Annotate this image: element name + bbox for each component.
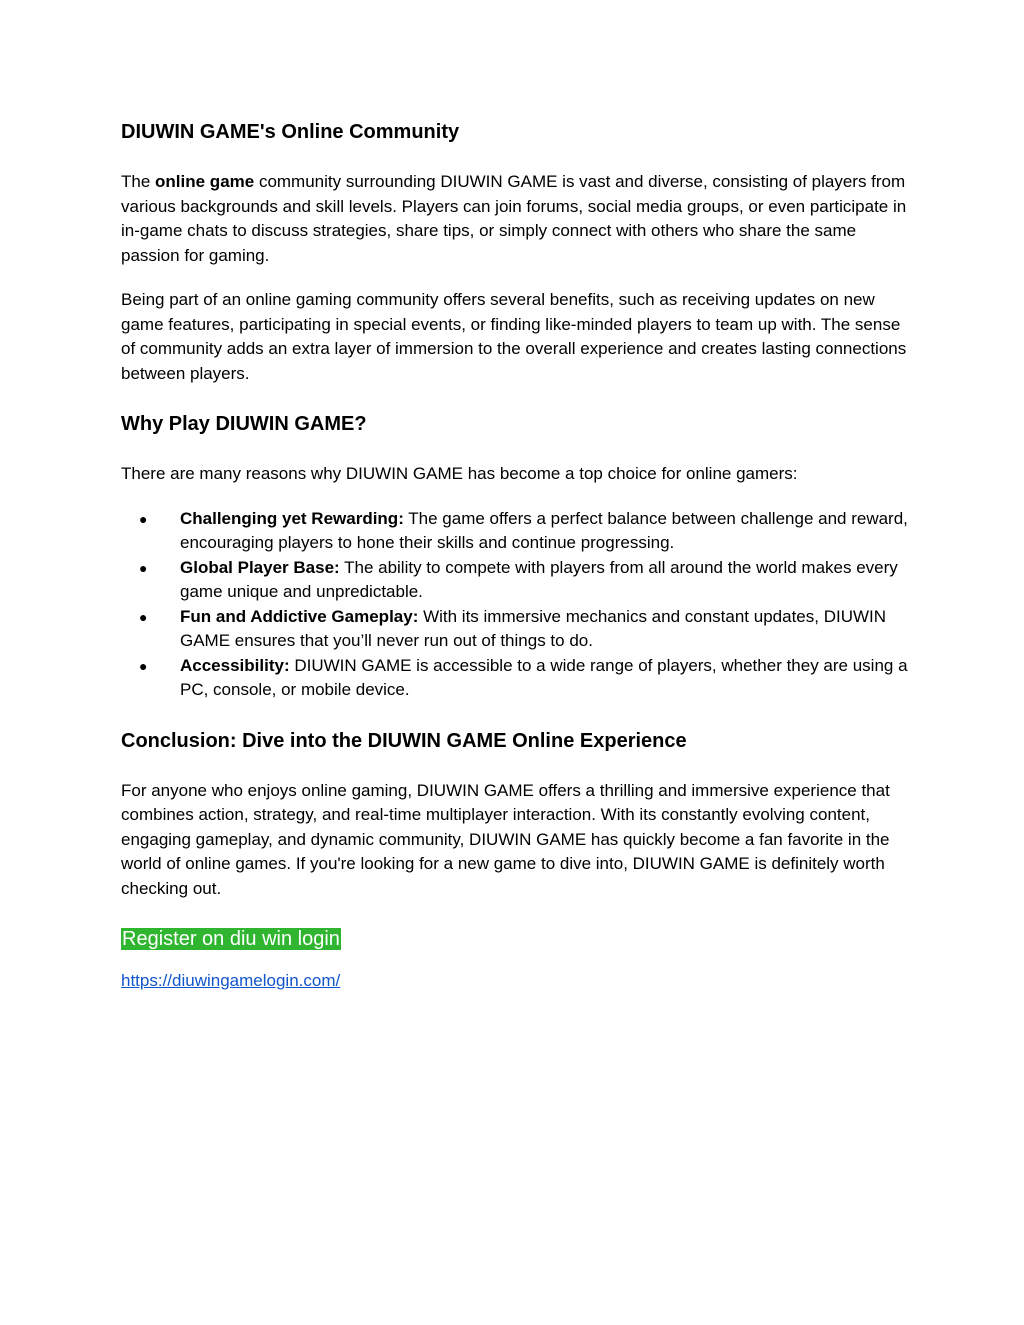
- heading-conclusion: Conclusion: Dive into the DIUWIN GAME Online Experience: [121, 729, 687, 752]
- online-game-keyword: online game: [155, 172, 255, 191]
- list-item-title: Challenging yet Rewarding:: [180, 508, 404, 528]
- list-item: [121, 507, 911, 556]
- bullet-icon: ●: [139, 608, 148, 625]
- paragraph-community-intro-post: community surrounding DIUWIN GAME is vast and diverse, consisting of players from various backgrounds and skill levels. Players can join forums, social media groups, or even participate in in-game chats to discuss strategies, share tips, or simply connect with others who share the same passion for gaming.: [121, 172, 907, 265]
- list-item-text: With its immersive mechanics and constant updates, DIUWIN GAME ensures that you’ll never run out of things to do.: [180, 606, 887, 650]
- site-link[interactable]: https://diuwingamelogin.com/: [121, 971, 341, 990]
- paragraph-reasons-intro: There are many reasons why DIUWIN GAME has become a top choice for online gamers:: [121, 464, 798, 483]
- paragraph-community-intro: [121, 170, 911, 268]
- heading-why-play: Why Play DIUWIN GAME?: [121, 413, 367, 435]
- list-item: [121, 654, 911, 703]
- document-page: [121, 118, 911, 993]
- reasons-list: [121, 507, 911, 703]
- list-item-title: Global Player Base:: [180, 557, 340, 577]
- paragraph-community-benefits: Being part of an online gaming community offers several benefits, such as receiving updates on new game features, participating in special events, or finding like-minded players to team up with. The sense of community adds an extra layer of immersion to the overall experience and creates lasting connections between players.: [121, 290, 907, 383]
- bullet-icon: ●: [139, 657, 148, 674]
- list-item-title: Accessibility:: [180, 655, 290, 675]
- list-item: [121, 556, 911, 605]
- register-line: [121, 925, 911, 953]
- paragraph-community-intro-pre: The: [121, 172, 156, 191]
- list-item-text: DIUWIN GAME is accessible to a wide range of players, whether they are using a PC, console, or mobile device.: [180, 655, 908, 699]
- list-item-text: The ability to compete with players from all around the world makes every game unique and unpredictable.: [180, 557, 898, 601]
- list-item-text: The game offers a perfect balance between challenge and reward, encouraging players to hone their skills and continue progressing.: [180, 508, 908, 552]
- list-item: [121, 605, 911, 654]
- paragraph-conclusion: For anyone who enjoys online gaming, DIUWIN GAME offers a thrilling and immersive experience that combines action, strategy, and real-time multiplayer interaction. With its constantly evolving content, engaging gameplay, and dynamic community, DIUWIN GAME has quickly become a fan favorite in the world of online games. If you're looking for a new game to dive into, DIUWIN GAME is definitely worth checking out.: [121, 780, 890, 898]
- list-item-title: Fun and Addictive Gameplay:: [180, 606, 419, 626]
- heading-online-community: DIUWIN GAME's Online Community: [121, 121, 460, 143]
- register-highlight-label: Register on diu win login: [122, 928, 340, 950]
- bullet-icon: ●: [139, 559, 148, 576]
- bullet-icon: ●: [139, 510, 148, 527]
- link-line: [121, 969, 911, 993]
